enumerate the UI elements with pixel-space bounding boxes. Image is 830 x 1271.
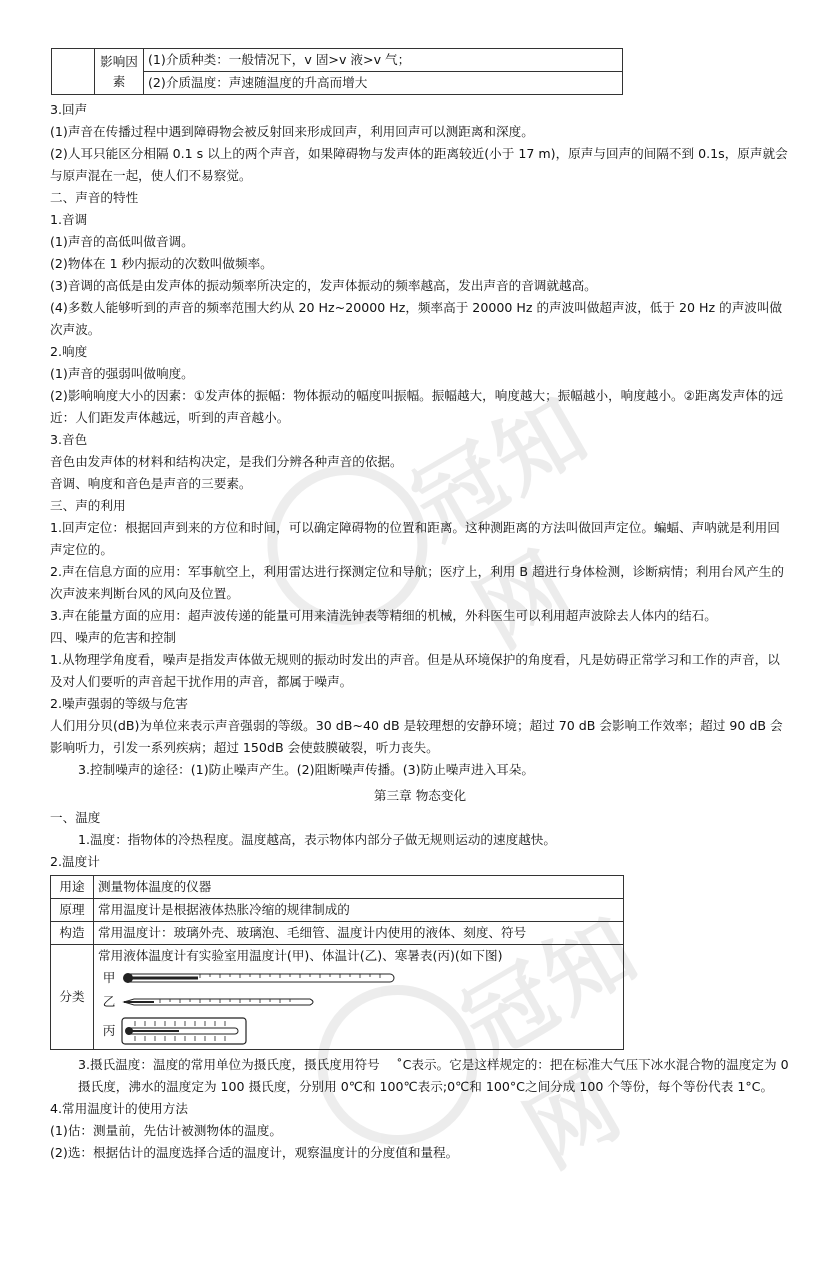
- pitch-1: (1)声音的高低叫做音调。: [50, 234, 194, 249]
- watermark: 冠知网: [268, 791, 752, 1209]
- thermometer-table: [50, 875, 624, 1050]
- pitch-2: (2)物体在 1 秒内振动的次数叫做频率。: [50, 256, 273, 271]
- loud-2: (2)影响响度大小的因素：①发声体的振幅：物体振动的幅度叫振幅。振幅越大，响度越大；振幅越小，响度越小。②距离发声体的远近：人们距发声体越远，听到的声音越小。: [50, 388, 784, 425]
- uses-1: 1.回声定位：根据回声到来的方位和时间，可以确定障碍物的位置和距离。这种测距离的方法叫做回声定位。蝙蝠、声呐就是利用回声定位的。: [50, 520, 780, 557]
- noise-heading: 四、噪声的危害和控制: [50, 630, 176, 645]
- document-page: [50, 48, 790, 1164]
- class-label: 分类: [51, 945, 94, 1050]
- echo-p2: (2)人耳只能区分相隔 0.1 s 以上的两个声音，如果障碍物与发声体的距离较近(小于 17 m)，原声与回声的间隔不到 0.1s，原声就会与原声混在一起，使人们不易察觉。: [50, 146, 788, 183]
- use-label: 用途: [51, 876, 94, 899]
- noise-p1: 1.从物理学角度看，噪声是指发声体做无规则的振动时发出的声音。但是从环境保护的角度看，凡是妨碍正常学习和工作的声音，以及对人们要听的声音起干扰作用的声音，都属于噪声。: [50, 652, 780, 689]
- thermo-row-jia: [98, 966, 619, 990]
- class-text: 常用液体温度计有实验室用温度计(甲)、体温计(乙)、寒暑表(丙)(如下图): [98, 948, 503, 963]
- structure-value: 常用温度计：玻璃外壳、玻璃泡、毛细管、温度计内使用的液体、刻度、符号: [94, 922, 624, 945]
- clinical-thermometer-image: [120, 992, 320, 1012]
- principle-label: 原理: [51, 899, 94, 922]
- structure-label: 构造: [51, 922, 94, 945]
- thermo-label-bing: 丙: [102, 1023, 116, 1038]
- celsius-paragraph: 3.摄氏温度：温度的常用单位为摄氏度，摄氏度用符号 ˚C表示。它是这样规定的：把在标准大气压下冰水混合物的温度定为 0 摄氏度，沸水的温度定为 100 摄氏度，分别用 0℃和 100℃表示;0℃和 100°C之间分成 100 个等份，每个等份代表 1°C。: [78, 1057, 789, 1094]
- pitch-heading: 1.音调: [50, 212, 88, 227]
- temp-heading: 一、温度: [50, 810, 101, 825]
- traits-heading: 二、声音的特性: [50, 190, 139, 205]
- thermo-row-bing: [98, 1014, 619, 1048]
- thermo-row-yi: [98, 990, 619, 1014]
- thermo-heading: 2.温度计: [50, 854, 100, 869]
- principle-value: 常用温度计是根据液体热胀冷缩的规律制成的: [94, 899, 624, 922]
- thermo-label-jia: 甲: [102, 970, 116, 985]
- timbre-text: 音色由发声体的材料和结构决定，是我们分辨各种声音的依据。: [50, 454, 403, 469]
- factor-label: 影响因素: [95, 49, 144, 95]
- factor-row-1: (1)介质种类：一般情况下，v 固>v 液>v 气；: [144, 49, 623, 72]
- use-value: 测量物体温度的仪器: [94, 876, 624, 899]
- class-cell: [94, 945, 624, 1050]
- factor-row-2: (2)介质温度：声速随温度的升高而增大: [144, 72, 623, 95]
- echo-p1: (1)声音在传播过程中遇到障碍物会被反射回来形成回声，利用回声可以测距离和深度。: [50, 124, 534, 139]
- pitch-4: (4)多数人能够听到的声音的频率范围大约从 20 Hz~20000 Hz，频率高于 20000 Hz 的声波叫做超声波，低于 20 Hz 的声波叫做次声波。: [50, 300, 783, 337]
- pitch-3: (3)音调的高低是由发声体的振动频率所决定的，发声体振动的频率越高，发出声音的音调就越高。: [50, 278, 597, 293]
- timbre-heading: 3.音色: [50, 432, 88, 447]
- blank-cell: [52, 49, 95, 95]
- echo-heading: 3.回声: [50, 102, 88, 117]
- watermark: 冠知网: [218, 271, 702, 689]
- thermo-label-yi: 乙: [102, 994, 116, 1009]
- loud-heading: 2.响度: [50, 344, 88, 359]
- lab-thermometer-image: [120, 968, 400, 988]
- loud-1: (1)声音的强弱叫做响度。: [50, 366, 194, 381]
- usage-2: (2)选：根据估计的温度选择合适的温度计，观察温度计的分度值和量程。: [50, 1145, 459, 1160]
- wall-thermometer-image: [120, 1016, 250, 1046]
- uses-2: 2.声在信息方面的应用：军事航空上，利用雷达进行探测定位和导航；医疗上，利用 B 超进行身体检测，诊断病情；利用台风产生的次声波来判断台风的风向及位置。: [50, 564, 784, 601]
- uses-3: 3.声在能量方面的应用：超声波传递的能量可用来清洗钟表等精细的机械，外科医生可以利用超声波除去人体内的结石。: [50, 608, 717, 623]
- sound-speed-factor-table: [51, 48, 623, 95]
- usage-1: (1)估：测量前，先估计被测物体的温度。: [50, 1123, 282, 1138]
- three-elements: 音调、响度和音色是声音的三要素。: [50, 476, 252, 491]
- noise-p3: 3.控制噪声的途径：(1)防止噪声产生。(2)阻断噪声传播。(3)防止噪声进入耳朵。: [78, 762, 534, 777]
- chapter-title: 第三章 物态变化: [373, 788, 467, 803]
- noise-p2-heading: 2.噪声强弱的等级与危害: [50, 696, 188, 711]
- temp-def: 1.温度：指物体的冷热程度。温度越高，表示物体内部分子做无规则运动的速度越快。: [78, 832, 556, 847]
- uses-heading: 三、声的利用: [50, 498, 126, 513]
- noise-p2: 人们用分贝(dB)为单位来表示声音强弱的等级。30 dB~40 dB 是较理想的安静环境；超过 70 dB 会影响工作效率；超过 90 dB 会影响听力，引发一系列疾病；超过 150dB 会使鼓膜破裂，听力丧失。: [50, 718, 783, 755]
- usage-heading: 4.常用温度计的使用方法: [50, 1101, 188, 1116]
